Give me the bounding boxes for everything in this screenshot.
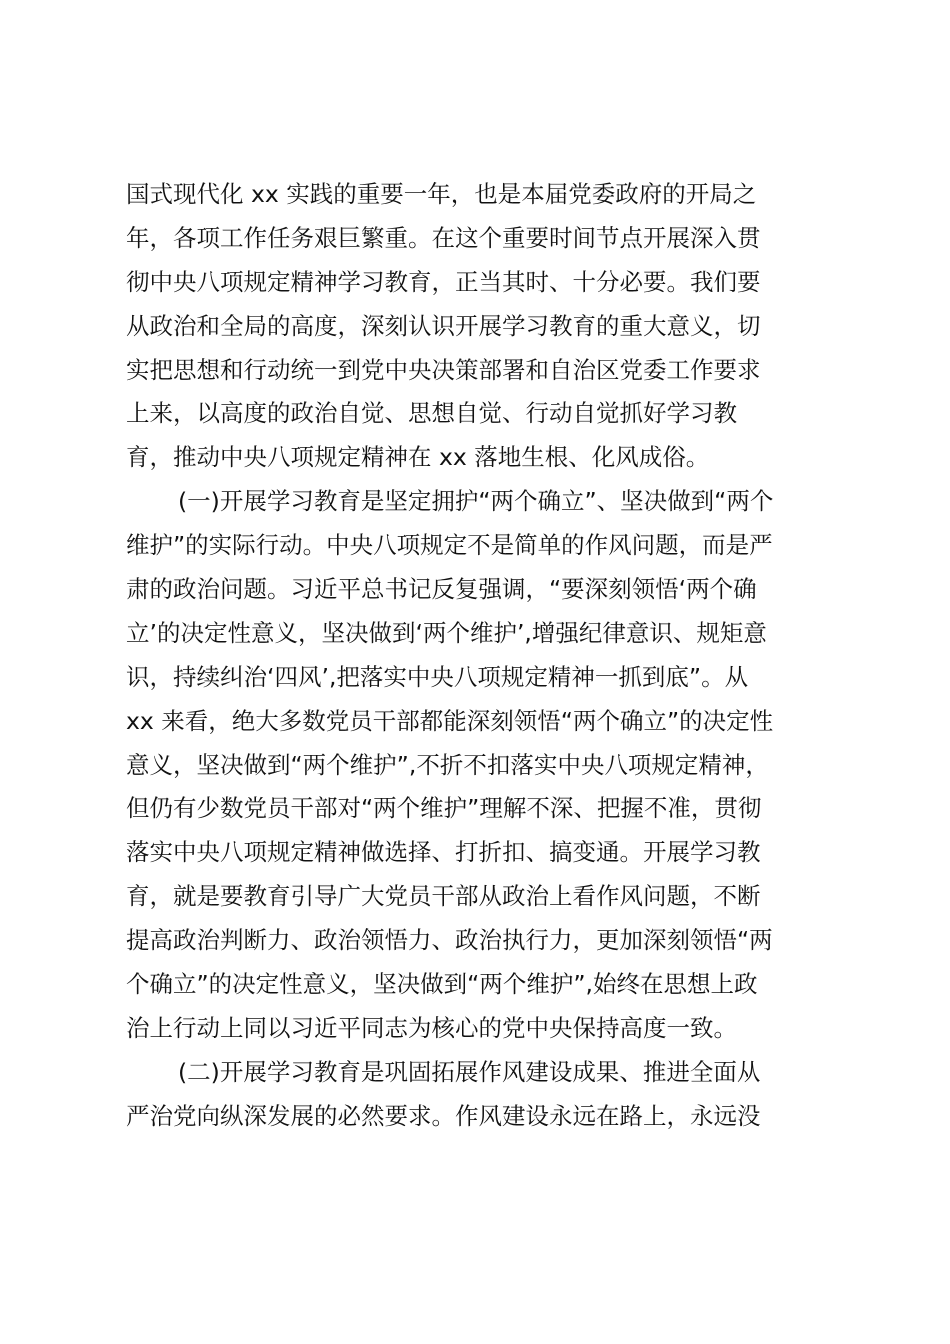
text-line: 上来，以高度的政治自觉、思想自觉、行动自觉抓好学习教 xyxy=(126,399,737,428)
body-text xyxy=(126,173,831,1139)
section-heading-line: (二)开展学习教育是巩固拓展作风建设成果、推进全面从 xyxy=(178,1057,761,1086)
text-line: 但仍有少数党员干部对“两个维护”理解不深、把握不准，贯彻 xyxy=(126,794,762,823)
text-line: xx 来看，绝大多数党员干部都能深刻领悟“两个确立”的决定性 xyxy=(126,706,774,735)
text-line: 育，就是要教育引导广大党员干部从政治上看作风问题，不断 xyxy=(126,882,761,911)
text-line: 育，推动中央八项规定精神在 xx 落地生根、化风成俗。 xyxy=(126,443,710,472)
text-line: 意义，坚决做到“两个维护”,不折不扣落实中央八项规定精神， xyxy=(126,750,769,779)
text-line: 年，各项工作任务艰巨繁重。在这个重要时间节点开展深入贯 xyxy=(126,223,761,252)
section-heading-line: (一)开展学习教育是坚定拥护“两个确立”、坚决做到“两个 xyxy=(178,487,774,516)
text-line: 国式现代化 xx 实践的重要一年，也是本届党委政府的开局之 xyxy=(126,180,757,208)
text-line: 维护”的实际行动。中央八项规定不是简单的作风问题，而是严 xyxy=(126,531,773,560)
text-line: 识，持续纠治‘四风’,把落实中央八项规定精神一抓到底”。从 xyxy=(126,662,749,691)
text-line: 彻中央八项规定精神学习教育，正当其时、十分必要。我们要 xyxy=(126,267,761,296)
text-line: 实把思想和行动统一到党中央决策部署和自治区党委工作要求 xyxy=(126,355,761,384)
text-line: 提高政治判断力、政治领悟力、政治执行力，更加深刻领悟“两 xyxy=(126,926,773,955)
text-line: 落实中央八项规定精神做选择、打折扣、搞变通。开展学习教 xyxy=(126,838,761,867)
text-line: 个确立”的决定性意义，坚决做到“两个维护”,始终在思想上政 xyxy=(126,970,758,999)
text-line: 从政治和全局的高度，深刻认识开展学习教育的重大意义，切 xyxy=(126,311,761,340)
text-line: 肃的政治问题。习近平总书记反复强调，“要深刻领悟‘两个确 xyxy=(126,575,757,604)
text-line: 治上行动上同以习近平同志为核心的党中央保持高度一致。 xyxy=(126,1013,737,1042)
text-line: 严治党向纵深发展的必然要求。作风建设永远在路上，永远没 xyxy=(126,1101,761,1130)
text-line: 立’的决定性意义，坚决做到‘两个维护’,增强纪律意识、规矩意 xyxy=(126,618,767,647)
